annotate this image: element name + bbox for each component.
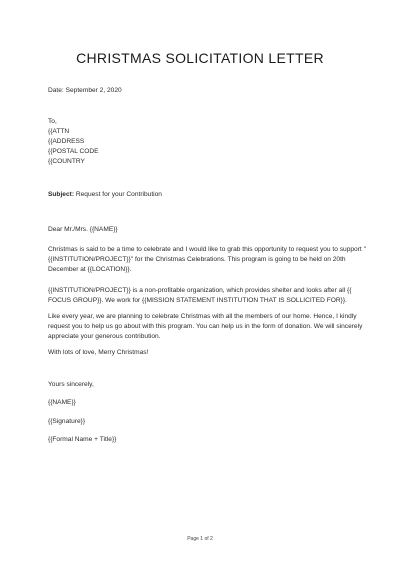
recipient-address: {{ADDRESS: [48, 138, 85, 145]
recipient-attn: {{ATTN: [48, 128, 70, 135]
subject-line: [48, 190, 368, 200]
recipient-country: {{COUNTRY: [48, 158, 85, 165]
letter-date: Date: September 2, 2020: [48, 87, 122, 94]
page-indicator: Page 1 of 2: [187, 536, 213, 542]
subject-text: Request for your Contribution: [74, 191, 162, 198]
subject-label: Subject:: [48, 191, 75, 198]
body-paragraph-2: {{INSTITUTION/PROJECT}} is a non-profitable organization, which provides shelter and looks after all {{ FOCUS GROUP}}. We work for {{MISSION STATEMENT INSTITUTION THAT IS SOLLICITED FOR}}.: [48, 287, 352, 304]
letter-title: CHRISTMAS SOLICITATION LETTER: [76, 50, 324, 66]
wishes-line: With lots of love, Merry Christmas!: [48, 349, 149, 356]
salutation: Dear Mr./Mrs. {{NAME}}: [48, 226, 118, 233]
closing-line: Yours sincerely,: [48, 381, 94, 388]
recipient-postal-code: {{POSTAL CODE: [48, 148, 99, 155]
recipient-to: To,: [48, 118, 57, 125]
body-paragraph-1: Christmas is said to be a time to celebrate and I would like to grab this opportunity to request you to support "{{INSTITUTION/PROJECT}}" for the Christmas Celebrations. This program is going to be held on 20th December at {{LOCATION}}.: [48, 246, 366, 273]
formal-name-placeholder: {{Formal Name + Title}}: [48, 436, 117, 443]
body-paragraph-3: Like every year, we are planning to celebrate Christmas with all the members of our home. Hence, I kindly request you to help us go about with this program. You can help us in the form of donation. We will sincerely appreciate your generous contribution.: [48, 313, 363, 340]
name-placeholder: {{NAME}}: [48, 399, 76, 406]
signature-placeholder: {{Signature}}: [48, 418, 86, 425]
